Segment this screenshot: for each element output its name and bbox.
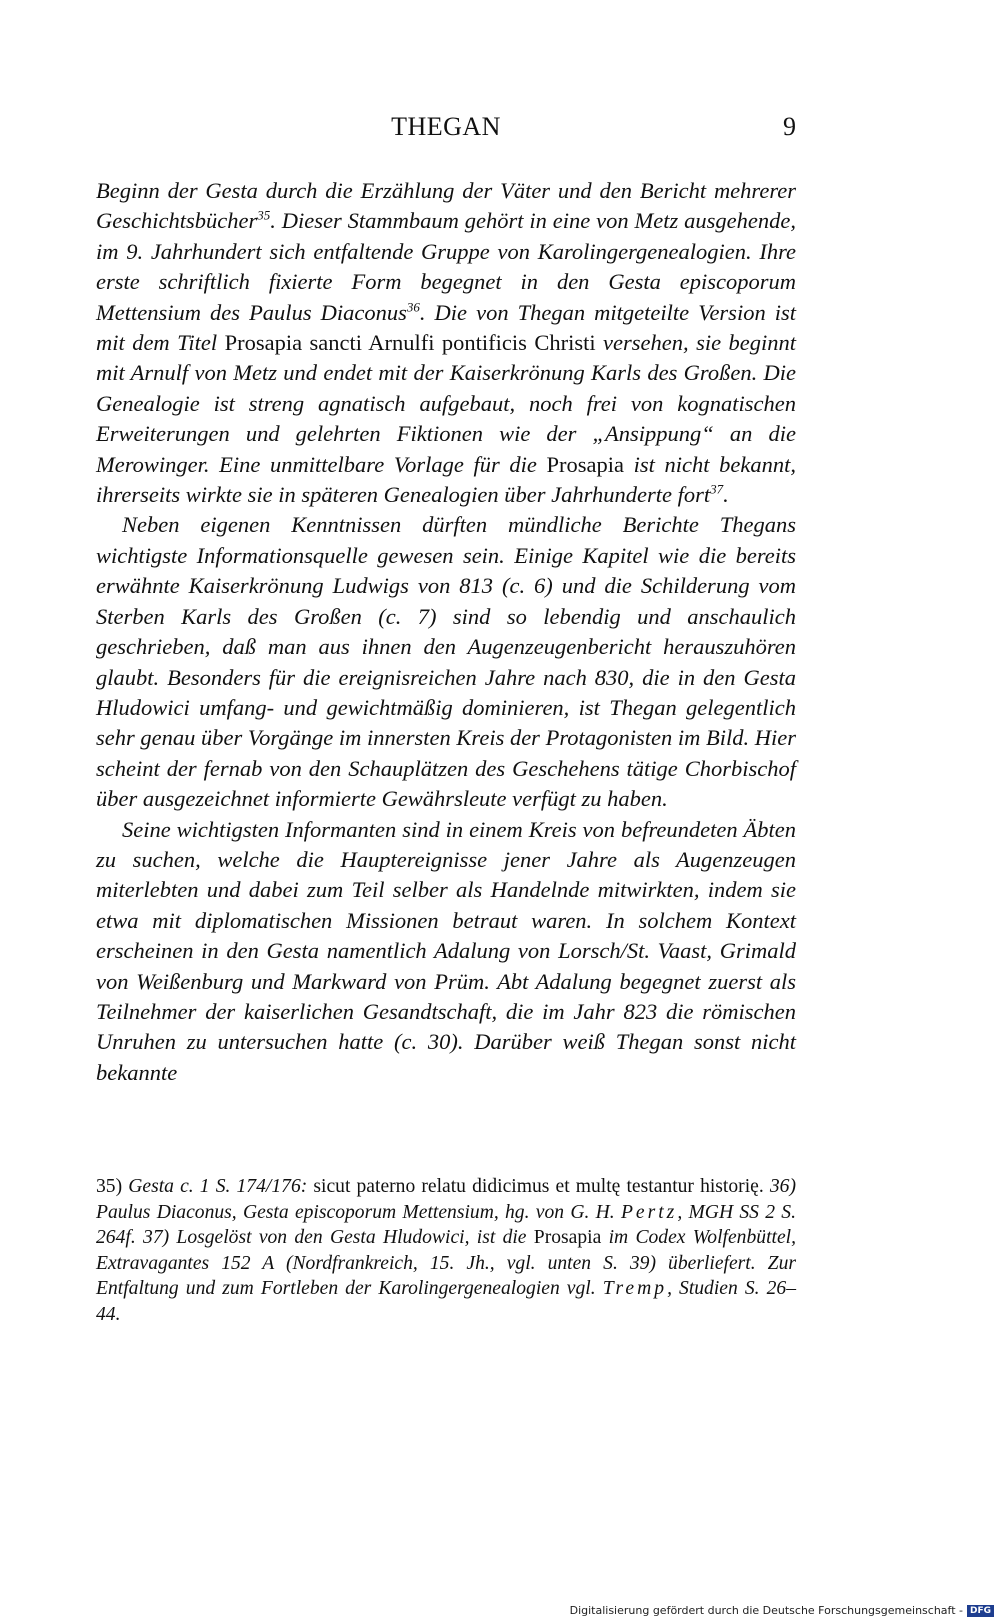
source-title: Prosapia: [533, 1227, 602, 1248]
text-run: . Dieser Stammbaum gehört in eine von Metz ausgehende, im 9. Jahrhundert sich entfaltende Gruppe von Karolingergenealogien. Ihre erste schriftlich fixierte Form begegnet in den Gesta episcoporum Mettensium des Paulus Diaconus: [96, 208, 796, 325]
footnote-text: im Codex Wolfenbüttel, Extravagantes 152 A (Nordfrankreich, 15. Jh., vgl. unten S. 39) überliefert. Zur Entfaltung und zum Fortleben der Karolingergenealogien vgl.: [96, 1227, 796, 1299]
footnote-quote: sicut paterno relatu didicimus et multę testantur historię.: [307, 1176, 764, 1197]
footnote-number: 35): [96, 1176, 129, 1197]
footnote-text: 36) Paulus Diaconus, Gesta episcoporum Mettensium, hg. von G. H.: [96, 1176, 796, 1223]
author-name: Tremp: [602, 1278, 668, 1299]
text-run: . Die von Thegan mitgeteilte Version ist mit dem Titel: [96, 299, 796, 356]
running-title: THEGAN: [391, 112, 501, 141]
credit-text: Digitalisierung gefördert durch die Deutsche Forschungsgemeinschaft -: [569, 1604, 963, 1617]
paragraph-2: Neben eigenen Kenntnissen dürften mündliche Berichte Thegans wichtigste Informationsquelle gewesen sein. Einige Kapitel wie die bereits erwähnte Kaiserkrönung Ludwigs von 813 (c. 6) und die Schilderung vom Sterben Karls des Großen (c. 7) sind so lebendig und anschaulich geschrieben, daß man aus ihnen den Augenzeugenbericht herauszuhören glaubt. Besonders für die ereignisreichen Jahre nach 830, die in den Gesta Hludowici umfang- und gewichtmäßig dominieren, ist Thegan gelegentlich sehr genau über Vorgänge im innersten Kreis der Protagonisten im Bild. Hier scheint der fernab von den Schauplätzen des Geschehens tätige Chorbischof über ausgezeichnet informierte Gewährsleute verfügt zu haben.: [96, 512, 796, 812]
text-run: Beginn der Gesta durch die Erzählung der Väter und den Bericht mehrerer Geschichtsbücher: [96, 178, 796, 234]
footnote-ref-36[interactable]: 36: [406, 299, 420, 315]
paragraph-1: [96, 176, 796, 510]
source-title: Prosapia: [546, 451, 624, 477]
footnote-ref-35[interactable]: 35: [257, 207, 271, 223]
page-number: 9: [783, 112, 796, 141]
paragraph-3: Seine wichtigsten Informanten sind in einem Kreis von befreundeten Äbten zu suchen, welche die Hauptereignisse jener Jahre als Augenzeugen miterlebten und dabei zum Teil selber als Handelnde mitwirkten, indem sie etwa mit diplomatischen Missionen betraut waren. In solchem Kontext erscheinen in den Gesta namentlich Adalung von Lorsch/St. Vaast, Grimald von Weißenburg und Markward von Prüm. Abt Adalung begegnet zuerst als Teilnehmer der kaiserlichen Gesandtschaft, die im Jahr 823 die römischen Unruhen zu untersuchen hatte (c. 30). Darüber weiß Thegan sonst nicht bekannte: [96, 816, 796, 1085]
dfg-logo: DFG: [967, 1605, 994, 1617]
text-run: versehen, sie beginnt mit Arnulf von Metz und endet mit der Kaiserkrönung Karls des Großen. Die Genealogie ist streng agnatisch aufgebaut, noch frei von kognatischen Erweiterungen und gelehrten Fiktionen wie der „Ansippung“ an die Merowinger. Eine unmittelbare Vorlage für die: [96, 330, 796, 477]
source-title: Prosapia sancti Arnulfi pontificis Christi: [224, 330, 596, 356]
footnote-text: , MGH SS 2 S. 264f.: [96, 1201, 796, 1248]
text-run: .: [723, 482, 729, 508]
footnote-ref-37[interactable]: 37: [710, 481, 724, 497]
footnotes: [96, 1174, 796, 1327]
footnote-text: 37) Losgelöst von den Gesta Hludowici, ist die: [135, 1227, 534, 1248]
text-run: ist nicht bekannt, ihrerseits wirkte sie in späteren Genealogien über Jahrhunderte fort: [96, 451, 796, 508]
digitization-credit: [570, 1604, 994, 1617]
footnote-text: Gesta c. 1 S. 174/176:: [128, 1176, 308, 1197]
main-text: [96, 176, 796, 1088]
running-head: [96, 112, 796, 152]
footnote-text: , Studien S. 26–44.: [96, 1278, 796, 1325]
author-name: Pertz: [620, 1201, 678, 1223]
